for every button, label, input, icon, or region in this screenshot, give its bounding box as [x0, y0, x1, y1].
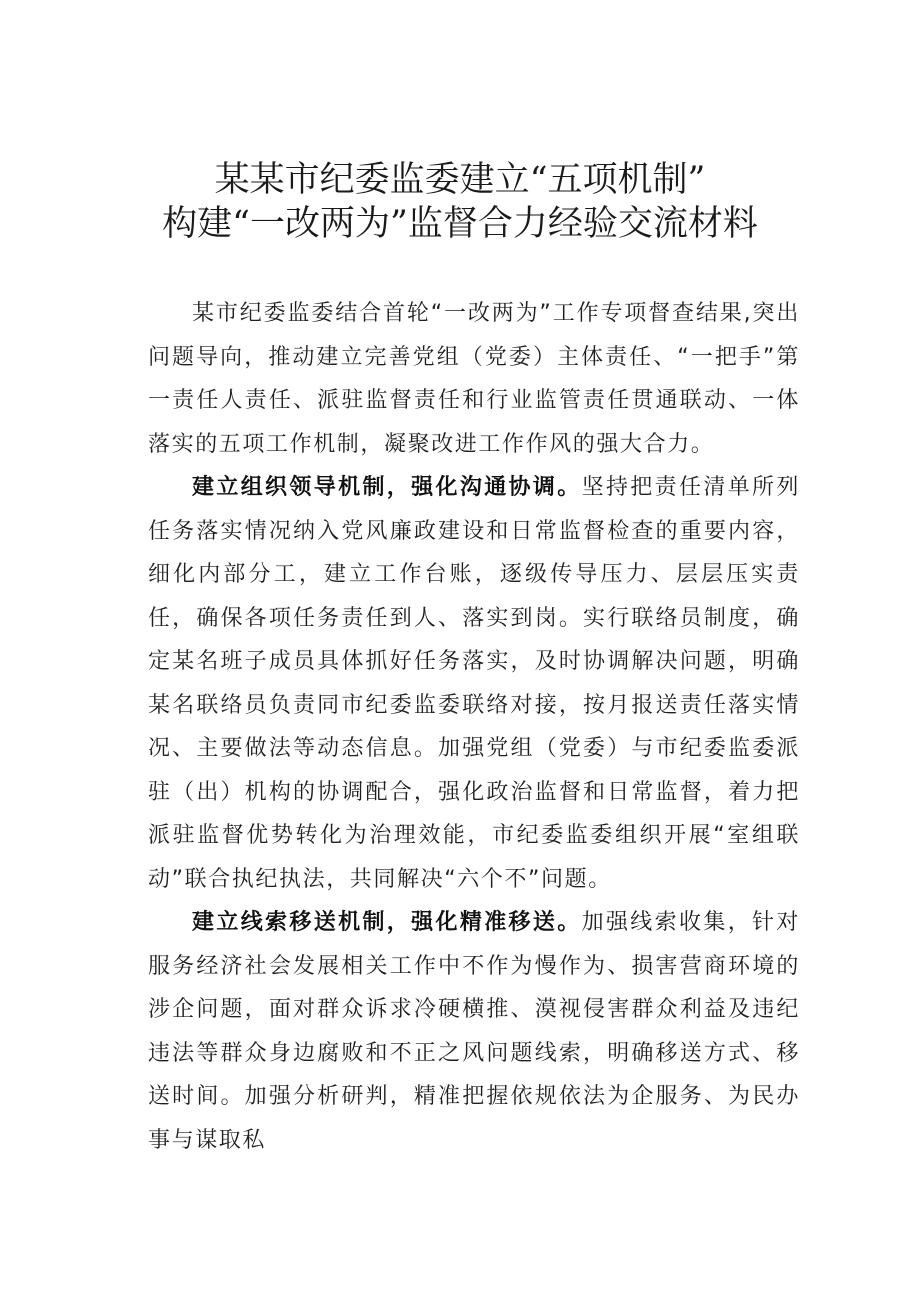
paragraph-organization-mechanism	[148, 466, 800, 901]
paragraph-heading: 建立组织领导机制，强化沟通协调。	[192, 475, 582, 500]
document-title-line-2: 构建“一改两为”监督合力经验交流材料	[162, 204, 758, 244]
document-title-line-1: 某某市纪委监委建立“五项机制”	[214, 160, 706, 200]
paragraph-intro	[148, 292, 800, 466]
document-body	[148, 292, 800, 1162]
paragraph-intro-text: 某市纪委监委结合首轮“一改两为”工作专项督查结果,突出问题导向，推动建立完善党组（党委）主体责任、“一把手”第一责任人责任、派驻监督责任和行业监管责任贯通联动、一体落实的五项工作机制，凝聚改进工作作风的强大合力。	[148, 301, 800, 457]
paragraph-clue-transfer-mechanism	[148, 901, 800, 1162]
paragraph-text: 坚持把责任清单所列任务落实情况纳入党风廉政建设和日常监督检查的重要内容，细化内部分工，建立工作台账，逐级传导压力、层层压实责任，确保各项任务责任到人、落实到岗。实行联络员制度，确定某名班子成员具体抓好任务落实，及时协调解决问题，明确某名联络员负责同市纪委监委联络对接，按月报送责任落实情况、主要做法等动态信息。加强党组（党委）与市纪委监委派驻（出）机构的协调配合，强化政治监督和日常监督，着力把派驻监督优势转化为治理效能，市纪委监委组织开展“室组联动”联合执纪执法，共同解决“六个不”问题。	[148, 475, 800, 892]
paragraph-text: 加强线索收集，针对服务经济社会发展相关工作中不作为慢作为、损害营商环境的涉企问题，面对群众诉求冷硬横推、漠视侵害群众利益及违纪违法等群众身边腐败和不正之风问题线索，明确移送方式、移送时间。加强分析研判，精准把握依规依法为企服务、为民办事与谋取私	[148, 910, 800, 1153]
paragraph-heading: 建立线索移送机制，强化精准移送。	[192, 910, 582, 935]
